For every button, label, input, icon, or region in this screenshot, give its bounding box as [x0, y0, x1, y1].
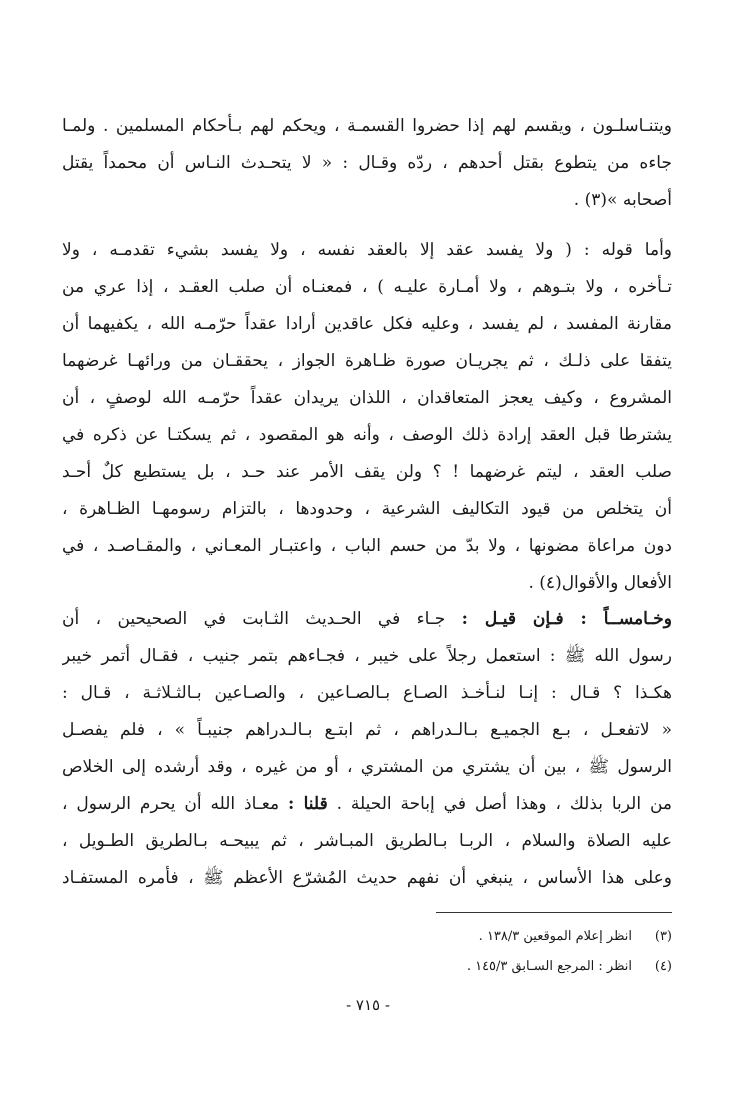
footnote-number: (٣) — [654, 929, 672, 944]
text-line: يتفقا على ذلـك ، ثم يجريـان صورة ظـاهرة الجواز ، يحققـان من ورائهـا غرضهما — [62, 351, 672, 371]
text-line: عليه الصلاة والسلام ، الربـا بـالطريق المبـاشر ، ثم يبيحـه بـالطريق الطـويل ، — [62, 831, 672, 851]
text-line: مقارنة المفسد ، لم يفسد ، وعليه فكل عاقدين أرادا عقداً حرّمـه الله ، يكفيهما أن — [62, 314, 672, 334]
footnote-number: (٤) — [654, 959, 672, 974]
text-line: الرسول ﷺ ، بين أن يشتري من المشتري ، أو من غيره ، وقد أرشده إلى الخلاص — [62, 757, 672, 777]
text-fragment: جـاء في الحـديث الثـابت في الصحيحين ، أن — [62, 609, 462, 629]
text-line: المشروع ، وكيف يعجز المتعاقدان ، اللذان يريدان عقداً حرّمـه الله لوصفٍ ، أن — [62, 388, 672, 408]
footnote-text: انظر : المرجع السـابق ١٤٥/٣ . — [466, 959, 632, 974]
text-line: دون مراعاة مضونها ، ولا بدّ من حسم الباب ، واعتبـار المعـاني ، والمقـاصـد ، في — [62, 536, 672, 556]
inline-bold: قلنا : — [287, 794, 328, 814]
paragraph-3 — [62, 601, 672, 897]
text-line: وعلى هذا الأساس ، ينبغي أن نفهم حديث المُشرّع الأعظم ﷺ ، فأمره المستفـاد — [62, 868, 672, 888]
text-line: وأما قوله : ( ولا يفسد عقد إلا بالعقد نفسه ، ولا يفسد بشيء تقدمـه ، ولا — [62, 240, 672, 260]
text-line: رسول الله ﷺ : استعمل رجلاً على خيبر ، فجـاءهم بتمر جنيب ، فقـال أتمر خيبر — [62, 646, 672, 666]
text-line: جاءه من يتطوع بقتل أحدهم ، ردّه وقـال : « لا يتحـدث النـاس أن محمداً يقتل — [62, 153, 672, 173]
text-line: صلب العقد ، ليتم غرضهما ! ؟ ولن يقف الأمر عند حـد ، بل يستطيع كلٌ أحـد — [62, 462, 672, 482]
footnote — [62, 952, 672, 982]
section-lead: وخـامســاً : فـإن قيـل : — [461, 609, 672, 629]
footnotes — [62, 922, 672, 982]
paragraph-2 — [62, 232, 672, 602]
text-line: ويتنـاسلـون ، ويقسم لهم إذا حضروا القسمـة ، ويحكم لهم بـأحكام المسلمين . ولمـا — [62, 116, 672, 136]
text-line: تـأخره ، ولا بتـوهم ، ولا أمـارة عليـه ) ، فمعنـاه أن صلب العقـد ، إذا عري من — [62, 277, 672, 297]
text-line: هكـذا ؟ قـال : إنـا لنـأخـذ الصـاع بـالصـاعين ، والصـاعين بـالثـلاثـة ، قـال : — [62, 683, 672, 703]
text-line: أن يتخلص من قيود التكاليف الشرعية ، وحدودها ، بالتزام رسومهـا الظـاهرة ، — [62, 499, 672, 519]
page-number: - ٧١٥ - — [346, 996, 390, 1014]
footnote-divider — [436, 912, 672, 913]
text-line: أصحابه »(٣) . — [573, 190, 672, 210]
text-line: « لاتفعـل ، بـع الجميـع بـالـدراهم ، ثم ابتـع بـالـدراهم جنيبـاً » ، فلم يفصـل — [62, 720, 672, 740]
text-line — [62, 601, 672, 638]
text-line: من الربا بذلك ، وهذا أصل في إباحة الحيلة . قلنا : معـاذ الله أن يحرم الرسول ، — [62, 794, 672, 814]
text-line: يشترطا قبل العقد إرادة ذلك الوصف ، وأنه هو المقصود ، ثم يسكتـا عن ذكره في — [62, 425, 672, 445]
footnote-text: انظر إعلام الموقعين ١٣٨/٣ . — [478, 929, 632, 944]
paragraph-1 — [62, 108, 672, 219]
footnote — [62, 922, 672, 952]
text-line: الأفعال والأقوال(٤) . — [528, 573, 672, 593]
